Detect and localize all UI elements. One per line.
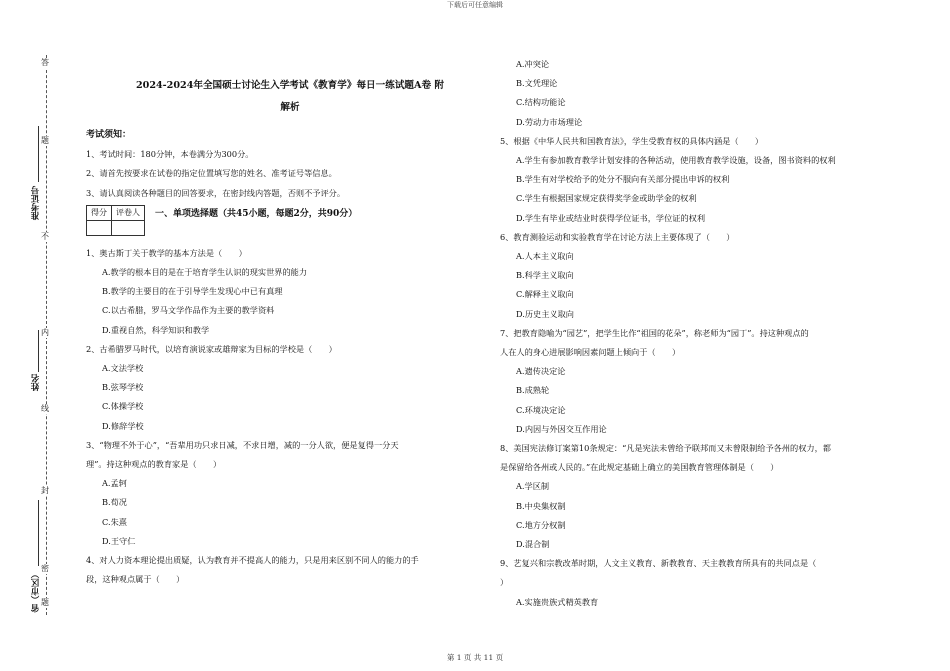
seal-char: 线 [41, 404, 49, 413]
option: D.王守仁 [102, 535, 136, 546]
notice-item: 2、请首先按要求在试卷的指定位置填写您的姓名、准考证号等信息。 [86, 168, 337, 179]
option: C.解释主义取向 [516, 289, 574, 300]
right-column [500, 55, 920, 612]
exam-number-line [38, 126, 39, 182]
option: A.实施贵族式精英教育 [516, 596, 599, 607]
header-note: 下载后可任意编辑 [447, 1, 503, 9]
seal-char: 题 [41, 136, 49, 145]
section-title: 一、单项选择题（共45小题，每题2分，共90分） [155, 208, 358, 219]
option: B.文凭理论 [516, 78, 558, 89]
option: C.以古希腊，罗马文学作品作为主要的教学资料 [102, 305, 275, 316]
option: D.内因与外因交互作用论 [516, 423, 607, 434]
binding-margin [0, 0, 80, 671]
question-cont: 人在人的身心进展影响因素问题上倾向于（ ） [500, 347, 681, 358]
option: D.重视自然，科学知识和教学 [102, 324, 210, 335]
question-cont: ） [500, 577, 509, 588]
option: A.教学的根本目的是在于培育学生认识的现实世界的能力 [102, 267, 308, 278]
grader-label: 评卷人 [112, 205, 145, 220]
option: D.混合制 [516, 539, 550, 550]
option: A.学生有参加教育教学计划安排的各种活动，使用教育教学设施，设备，图书资料的权利 [516, 155, 836, 166]
option: D.历史主义取向 [516, 308, 574, 319]
option: A.遗传决定论 [516, 366, 566, 377]
name-label: 姓名 [31, 374, 41, 391]
score-table [86, 205, 145, 236]
left-column [86, 74, 486, 589]
option: D.学生有毕业或结业时获得学位证书，学位证的权利 [516, 212, 706, 223]
option: C.体操学校 [102, 401, 144, 412]
question-cont: 是保留给各州或人民的。”在此规定基础上确立的美国教育管理体制是（ ） [500, 462, 779, 473]
option: B.中央集权制 [516, 500, 566, 511]
question: 5、根据《中华人民共和国教育法》，学生受教育权的具体内涵是（ ） [500, 135, 764, 146]
name-line [38, 330, 39, 372]
option: C.朱熹 [102, 516, 127, 527]
seal-char: 题 [41, 598, 49, 607]
grader-cell [112, 220, 145, 235]
option: D.修辞学校 [102, 420, 144, 431]
question: 1、奥古斯丁关于教学的基本方法是（ ） [86, 247, 247, 258]
question-cont: 段，这种观点属于（ ） [86, 574, 185, 585]
province-line [38, 500, 39, 566]
score-label: 得分 [87, 205, 112, 220]
score-area [86, 205, 486, 236]
notice-item: 3、请认真阅读各种题目的回答要求，在密封线内答题，否则不予评分。 [86, 187, 346, 198]
province-label: 省（市区） [31, 570, 41, 613]
question: 2、古希腊罗马时代，以培育演说家或雄辩家为目标的学校是（ ） [86, 343, 337, 354]
question: 4、对人力资本理论提出质疑，认为教育并不提高人的能力，只是用来区别不同人的能力的手 [86, 555, 419, 566]
option: D.劳动力市场理论 [516, 116, 583, 127]
notice-item: 1、考试时间：180分钟，本卷满分为300分。 [86, 149, 254, 160]
question: 6、教育测验运动和实验教育学在讨论方法上主要体现了（ ） [500, 231, 735, 242]
seal-char: 内 [41, 328, 49, 337]
notice-heading: 考试须知： [86, 130, 132, 140]
question: 3、“物理不外于心”，“吾辈用功只求日减，不求日增，减的一分人欲，便是复得一分天 [86, 439, 399, 450]
seal-char: 密 [41, 564, 49, 573]
question: 9、艺复兴和宗教改革时期，人文主义教育、新教教育、天主教教育所具有的共同点是（ [500, 558, 817, 569]
exam-number-label: 准考证号 [31, 186, 41, 220]
option: A.孟轲 [102, 478, 127, 489]
option: A.人本主义取向 [516, 251, 574, 262]
seal-char: 不 [41, 232, 49, 241]
option: B.成熟轮 [516, 385, 550, 396]
option: A.文法学校 [102, 363, 144, 374]
seal-char: 答 [41, 58, 49, 67]
option: C.地方分权制 [516, 519, 566, 530]
option: B.科学主义取向 [516, 270, 574, 281]
option: A.学区制 [516, 481, 550, 492]
option: C.学生有根据国家规定获得奖学金或助学金的权利 [516, 193, 697, 204]
option: B.弦琴学校 [102, 382, 144, 393]
option: B.学生有对学校给予的处分不服向有关部分提出申诉的权利 [516, 174, 730, 185]
question-cont: 理”。持这种观点的教育家是（ ） [86, 459, 222, 470]
score-cell [87, 220, 112, 235]
option: B.教学的主要目的在于引导学生发现心中已有真理 [102, 286, 283, 297]
page-footer: 第 1 页 共 11 页 [446, 653, 504, 662]
option: C.环境决定论 [516, 404, 566, 415]
question: 8、美国宪法修订案第10条规定：“凡是宪法未曾给予联邦而又未曾限制给予各州的权力，都 [500, 443, 831, 454]
document-title-cont: 解析 [280, 102, 300, 113]
document-title: 2024-2024年全国硕士讨论生入学考试《教育学》每日一练试题A卷 附 [135, 80, 444, 91]
option: C.结构功能论 [516, 97, 566, 108]
option: B.荀况 [102, 497, 127, 508]
question: 7、把教育隐喻为“园艺”，把学生比作“祖国的花朵”，称老师为“园丁”。持这种观点的 [500, 327, 809, 338]
seal-char: 封 [41, 486, 49, 495]
option: A.冲突论 [516, 59, 550, 69]
